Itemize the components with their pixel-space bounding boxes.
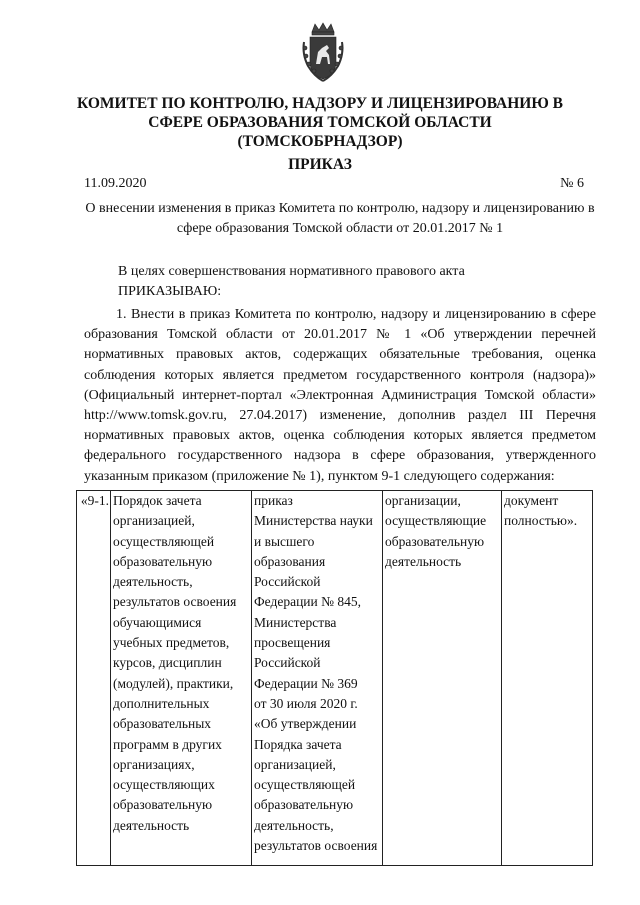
document-number: № 6	[560, 176, 584, 191]
subject-cell: Порядок зачета организацией, осуществляющей образовательную деятельность, результатов освоения обучающимися учебных предметов, курсов, дисциплин (модулей), практики, дополнительных образовательных программ в других организациях, осуществляющих образовательную деятельность	[111, 491, 252, 866]
organization-line: (ТОМСКОБРНАДЗОР)	[237, 133, 403, 150]
legal-act-cell: приказ Министерства науки и высшего образования Российской Федерации № 845, Министерства просвещения Российской Федерации № 369 от 30 июля 2020 г. «Об утверждении Порядка зачета организацией, осуществляющей образовательную деятельность, результатов освоения	[252, 491, 383, 866]
document-subject	[80, 199, 600, 239]
purpose-statement: В целях совершенствования нормативного правового акта	[118, 264, 465, 279]
organization-name	[60, 94, 580, 151]
tomsk-coat-of-arms-emblem	[300, 22, 346, 84]
organization-line: СФЕРЕ ОБРАЗОВАНИЯ ТОМСКОЙ ОБЛАСТИ	[148, 114, 492, 131]
organization-line: КОМИТЕТ ПО КОНТРОЛЮ, НАДЗОРУ И ЛИЦЕНЗИРОВАНИЮ В	[76, 95, 564, 112]
subject-line: сфере образования Томской области от 20.01.2017 № 1	[176, 221, 504, 236]
document-date: 11.09.2020	[84, 176, 147, 191]
persons-cell: организации, осуществляющие образовательную деятельность	[383, 491, 502, 866]
document-type-title: ПРИКАЗ	[288, 156, 352, 173]
amendment-table	[76, 490, 593, 866]
scope-cell: документ полностью».	[502, 491, 593, 866]
table-row	[77, 491, 593, 866]
order-word: ПРИКАЗЫВАЮ:	[118, 284, 222, 299]
subject-line: О внесении изменения в приказ Комитета по контролю, надзору и лицензированию в	[85, 201, 595, 216]
row-number-cell: «9-1.	[77, 491, 111, 866]
paragraph-1: 1. Внести в приказ Комитета по контролю, надзору и лицензированию в сфере образования Томской области от 20.01.2017 № 1 «Об утверждении перечней нормативных правовых актов, содержащих обязательные требования, оценка соблюдения которых является предметом государственного контроля (надзора)» (Официальный интернет-портал «Электронная Администрация Томской области» http://www.tomsk.gov.ru, 27.04.2017) изменение, дополнив раздел III Перечня нормативных правовых актов, оценка соблюдения которых является предметом федерального государственного надзора в сфере образования, утвержденного указанным приказом (приложение № 1), пунктом 9-1 следующего содержания:	[84, 307, 596, 484]
